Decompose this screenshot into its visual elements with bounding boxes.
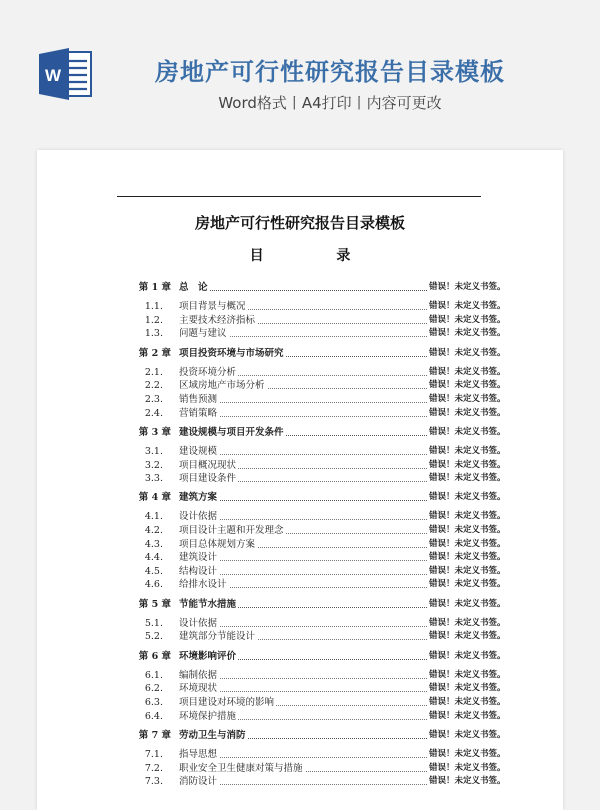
bookmark-error-text: 错误！未定义书签。 <box>429 525 506 536</box>
toc-entry-number: 1.2. <box>144 314 163 326</box>
toc-entry-number: 6.4. <box>144 710 163 722</box>
toc-section-entry[interactable] <box>37 366 563 380</box>
toc-entry-title: 主要技术经济指标 <box>179 314 256 326</box>
toc-entry-title: 营销策略 <box>179 407 218 419</box>
bookmark-error-text: 错误！未定义书签。 <box>429 314 506 325</box>
toc-section-entry[interactable] <box>37 696 563 710</box>
toc-entry-number: 2.2. <box>144 380 163 392</box>
toc-entry-number: 5.1. <box>144 617 163 629</box>
bookmark-error-text: 错误！未定义书签。 <box>429 328 506 339</box>
toc-section-entry[interactable] <box>37 630 563 644</box>
bookmark-error-text: 错误！未定义书签。 <box>429 669 506 680</box>
bookmark-error-text: 错误！未定义书签。 <box>429 617 506 628</box>
toc-entry-page-ref <box>427 393 506 407</box>
toc-entry-number: 7.3. <box>144 776 163 788</box>
bookmark-error-text: 错误！未定义书签。 <box>429 565 506 576</box>
bookmark-error-text: 错误！未定义书签。 <box>429 511 506 522</box>
toc-entry-number: 第 4 章 <box>138 492 171 504</box>
bookmark-error-text: 错误！未定义书签。 <box>429 301 506 312</box>
toc-entry-page-ref <box>427 775 506 789</box>
bookmark-error-text: 错误！未定义书签。 <box>429 538 506 549</box>
toc-entry-page-ref <box>427 510 506 524</box>
toc-entry-number: 2.4. <box>144 407 163 419</box>
toc-entry-page-ref <box>427 300 506 314</box>
toc-heading: 目 录 <box>249 248 385 264</box>
svg-text:W: W <box>44 66 62 85</box>
toc-entry-page-ref <box>427 407 506 421</box>
toc-chapter-entry[interactable] <box>37 650 563 664</box>
toc-entry-number: 第 7 章 <box>138 729 171 741</box>
toc-section-entry[interactable] <box>37 578 563 592</box>
toc-entry-title: 项目背景与概况 <box>179 301 246 313</box>
toc-entry-page-ref <box>427 366 506 380</box>
bookmark-error-text: 错误！未定义书签。 <box>429 347 506 358</box>
toc-chapter-entry[interactable] <box>37 347 563 361</box>
toc-entry-title: 问题与建议 <box>179 328 227 340</box>
toc-entry-number: 6.2. <box>144 683 163 695</box>
toc-entry-number: 3.2. <box>144 459 163 471</box>
bookmark-error-text: 错误！未定义书签。 <box>429 729 506 740</box>
toc-entry-title: 投资环境分析 <box>179 366 237 378</box>
toc-section-entry[interactable] <box>37 775 563 789</box>
toc-chapter-entry[interactable] <box>37 426 563 440</box>
toc-entry-number: 4.6. <box>144 579 163 591</box>
bookmark-error-text: 错误！未定义书签。 <box>429 366 506 377</box>
toc-entry-page-ref <box>427 327 506 341</box>
toc-section-entry[interactable] <box>37 393 563 407</box>
toc-entry-number: 4.4. <box>144 552 163 564</box>
toc-entry-number: 4.1. <box>144 511 163 523</box>
bookmark-error-text: 错误！未定义书签。 <box>429 762 506 773</box>
toc-entry-page-ref <box>427 748 506 762</box>
toc-section-entry[interactable] <box>37 565 563 579</box>
toc-chapter-entry[interactable] <box>37 281 563 295</box>
toc-entry-page-ref <box>427 598 506 612</box>
toc-section-entry[interactable] <box>37 669 563 683</box>
document-page <box>37 150 563 810</box>
toc-entry-title: 设计依据 <box>179 617 218 629</box>
toc-entry-title: 建设规模与项目开发条件 <box>179 426 284 438</box>
toc-entry-title: 项目投资环境与市场研究 <box>179 347 284 359</box>
header-rule <box>117 196 481 197</box>
toc-entry-title: 项目概况现状 <box>179 459 237 471</box>
toc-entry-number: 第 6 章 <box>138 650 171 662</box>
toc-entry-number: 6.1. <box>144 669 163 681</box>
toc-entry-number: 2.3. <box>144 393 163 405</box>
bookmark-error-text: 错误！未定义书签。 <box>429 579 506 590</box>
toc-entry-page-ref <box>427 524 506 538</box>
bookmark-error-text: 错误！未定义书签。 <box>429 473 506 484</box>
toc-entry-page-ref <box>427 617 506 631</box>
toc-entry-title: 建筑设计 <box>179 552 218 564</box>
toc-entry-page-ref <box>427 379 506 393</box>
toc-section-entry[interactable] <box>37 327 563 341</box>
toc-entry-number: 4.2. <box>144 525 163 537</box>
toc-section-entry[interactable] <box>37 538 563 552</box>
toc-entry-number: 第 3 章 <box>138 426 171 438</box>
toc-entry-page-ref <box>427 347 506 361</box>
table-of-contents <box>37 281 563 789</box>
toc-entry-title: 结构设计 <box>179 565 218 577</box>
bookmark-error-text: 错误！未定义书签。 <box>429 459 506 470</box>
toc-entry-page-ref <box>427 710 506 724</box>
toc-entry-number: 3.1. <box>144 445 163 457</box>
bookmark-error-text: 错误！未定义书签。 <box>429 776 506 787</box>
toc-entry-number: 6.3. <box>144 696 163 708</box>
toc-entry-page-ref <box>427 538 506 552</box>
header-subtitle: Word格式丨A4打印丨内容可更改 <box>218 94 442 112</box>
toc-section-entry[interactable] <box>37 551 563 565</box>
toc-entry-title: 环境现状 <box>179 683 218 695</box>
toc-entry-title: 编制依据 <box>179 669 218 681</box>
toc-entry-title: 项目建设条件 <box>179 473 237 485</box>
toc-entry-page-ref <box>427 669 506 683</box>
toc-entry-page-ref <box>427 314 506 328</box>
toc-entry-number: 1.1. <box>144 301 163 313</box>
toc-section-entry[interactable] <box>37 314 563 328</box>
bookmark-error-text: 错误！未定义书签。 <box>429 552 506 563</box>
toc-section-entry[interactable] <box>37 445 563 459</box>
toc-entry-page-ref <box>427 472 506 486</box>
toc-entry-number: 第 1 章 <box>138 282 171 293</box>
toc-entry-page-ref <box>427 630 506 644</box>
toc-section-entry[interactable] <box>37 762 563 776</box>
toc-entry-title: 项目建设对环境的影响 <box>179 696 275 708</box>
toc-section-entry[interactable] <box>37 617 563 631</box>
bookmark-error-text: 错误！未定义书签。 <box>429 683 506 694</box>
toc-section-entry[interactable] <box>37 682 563 696</box>
toc-entry-number: 1.3. <box>144 328 163 340</box>
toc-entry-page-ref <box>427 565 506 579</box>
toc-entry-title: 销售预测 <box>179 393 218 405</box>
toc-entry-number: 2.1. <box>144 366 163 378</box>
toc-entry-title: 区域房地产市场分析 <box>179 380 265 392</box>
toc-entry-page-ref <box>427 650 506 664</box>
toc-entry-number: 5.2. <box>144 631 163 643</box>
document-title: 房地产可行性研究报告目录模板 <box>194 214 405 232</box>
toc-entry-title: 环境影响评价 <box>179 650 237 662</box>
toc-entry-number: 4.3. <box>144 538 163 550</box>
toc-entry-page-ref <box>427 578 506 592</box>
toc-chapter-entry[interactable] <box>37 598 563 612</box>
bookmark-error-text: 错误！未定义书签。 <box>429 393 506 404</box>
toc-section-entry[interactable] <box>37 407 563 421</box>
toc-section-entry[interactable] <box>37 459 563 473</box>
toc-section-entry[interactable] <box>37 472 563 486</box>
toc-entry-number: 第 5 章 <box>138 598 171 610</box>
toc-entry-title: 指导思想 <box>179 748 218 760</box>
toc-entry-number: 7.2. <box>144 762 163 774</box>
toc-entry-title: 消防设计 <box>179 776 218 788</box>
bookmark-error-text: 错误！未定义书签。 <box>429 598 506 609</box>
toc-entry-page-ref <box>427 682 506 696</box>
toc-entry-title: 项目总体规划方案 <box>179 538 256 550</box>
toc-entry-number: 7.1. <box>144 748 163 760</box>
bookmark-error-text: 错误！未定义书签。 <box>429 492 506 503</box>
toc-entry-page-ref <box>427 696 506 710</box>
toc-section-entry[interactable] <box>37 300 563 314</box>
word-icon <box>37 48 93 100</box>
bookmark-error-text: 错误！未定义书签。 <box>429 445 506 456</box>
toc-entry-title: 总 论 <box>179 282 208 293</box>
toc-entry-title: 职业安全卫生健康对策与措施 <box>179 762 303 774</box>
toc-entry-page-ref <box>427 491 506 505</box>
toc-section-entry[interactable] <box>37 510 563 524</box>
toc-entry-title: 项目设计主题和开发理念 <box>179 525 284 537</box>
toc-entry-page-ref <box>427 445 506 459</box>
toc-entry-title: 建设规模 <box>179 445 218 457</box>
toc-section-entry[interactable] <box>37 379 563 393</box>
toc-entry-number: 3.3. <box>144 473 163 485</box>
toc-section-entry[interactable] <box>37 748 563 762</box>
toc-entry-title: 设计依据 <box>179 511 218 523</box>
toc-entry-page-ref <box>427 551 506 565</box>
toc-entry-title: 劳动卫生与消防 <box>179 729 246 741</box>
header <box>0 0 600 150</box>
toc-entry-number: 第 2 章 <box>138 347 171 359</box>
toc-section-entry[interactable] <box>37 524 563 538</box>
toc-entry-page-ref <box>427 426 506 440</box>
bookmark-error-text: 错误！未定义书签。 <box>429 710 506 721</box>
toc-section-entry[interactable] <box>37 710 563 724</box>
bookmark-error-text: 错误！未定义书签。 <box>429 631 506 642</box>
toc-entry-number: 4.5. <box>144 565 163 577</box>
toc-entry-page-ref <box>427 762 506 776</box>
bookmark-error-text: 错误！未定义书签。 <box>429 407 506 418</box>
bookmark-error-text: 错误！未定义书签。 <box>429 380 506 391</box>
toc-entry-title: 建筑方案 <box>179 492 218 504</box>
toc-chapter-entry[interactable] <box>37 729 563 743</box>
bookmark-error-text: 错误！未定义书签。 <box>429 282 506 292</box>
bookmark-error-text: 错误！未定义书签。 <box>429 748 506 759</box>
header-title: 房地产可行性研究报告目录模板 <box>155 58 505 86</box>
toc-entry-title: 建筑部分节能设计 <box>179 631 256 643</box>
toc-entry-title: 环境保护措施 <box>179 710 237 722</box>
toc-entry-page-ref <box>427 729 506 743</box>
bookmark-error-text: 错误！未定义书签。 <box>429 696 506 707</box>
bookmark-error-text: 错误！未定义书签。 <box>429 650 506 661</box>
toc-entry-page-ref <box>427 459 506 473</box>
toc-entry-title: 给排水设计 <box>179 579 227 591</box>
toc-chapter-entry[interactable] <box>37 491 563 505</box>
toc-entry-title: 节能节水措施 <box>179 598 237 610</box>
bookmark-error-text: 错误！未定义书签。 <box>429 426 506 437</box>
toc-entry-page-ref <box>427 281 506 295</box>
